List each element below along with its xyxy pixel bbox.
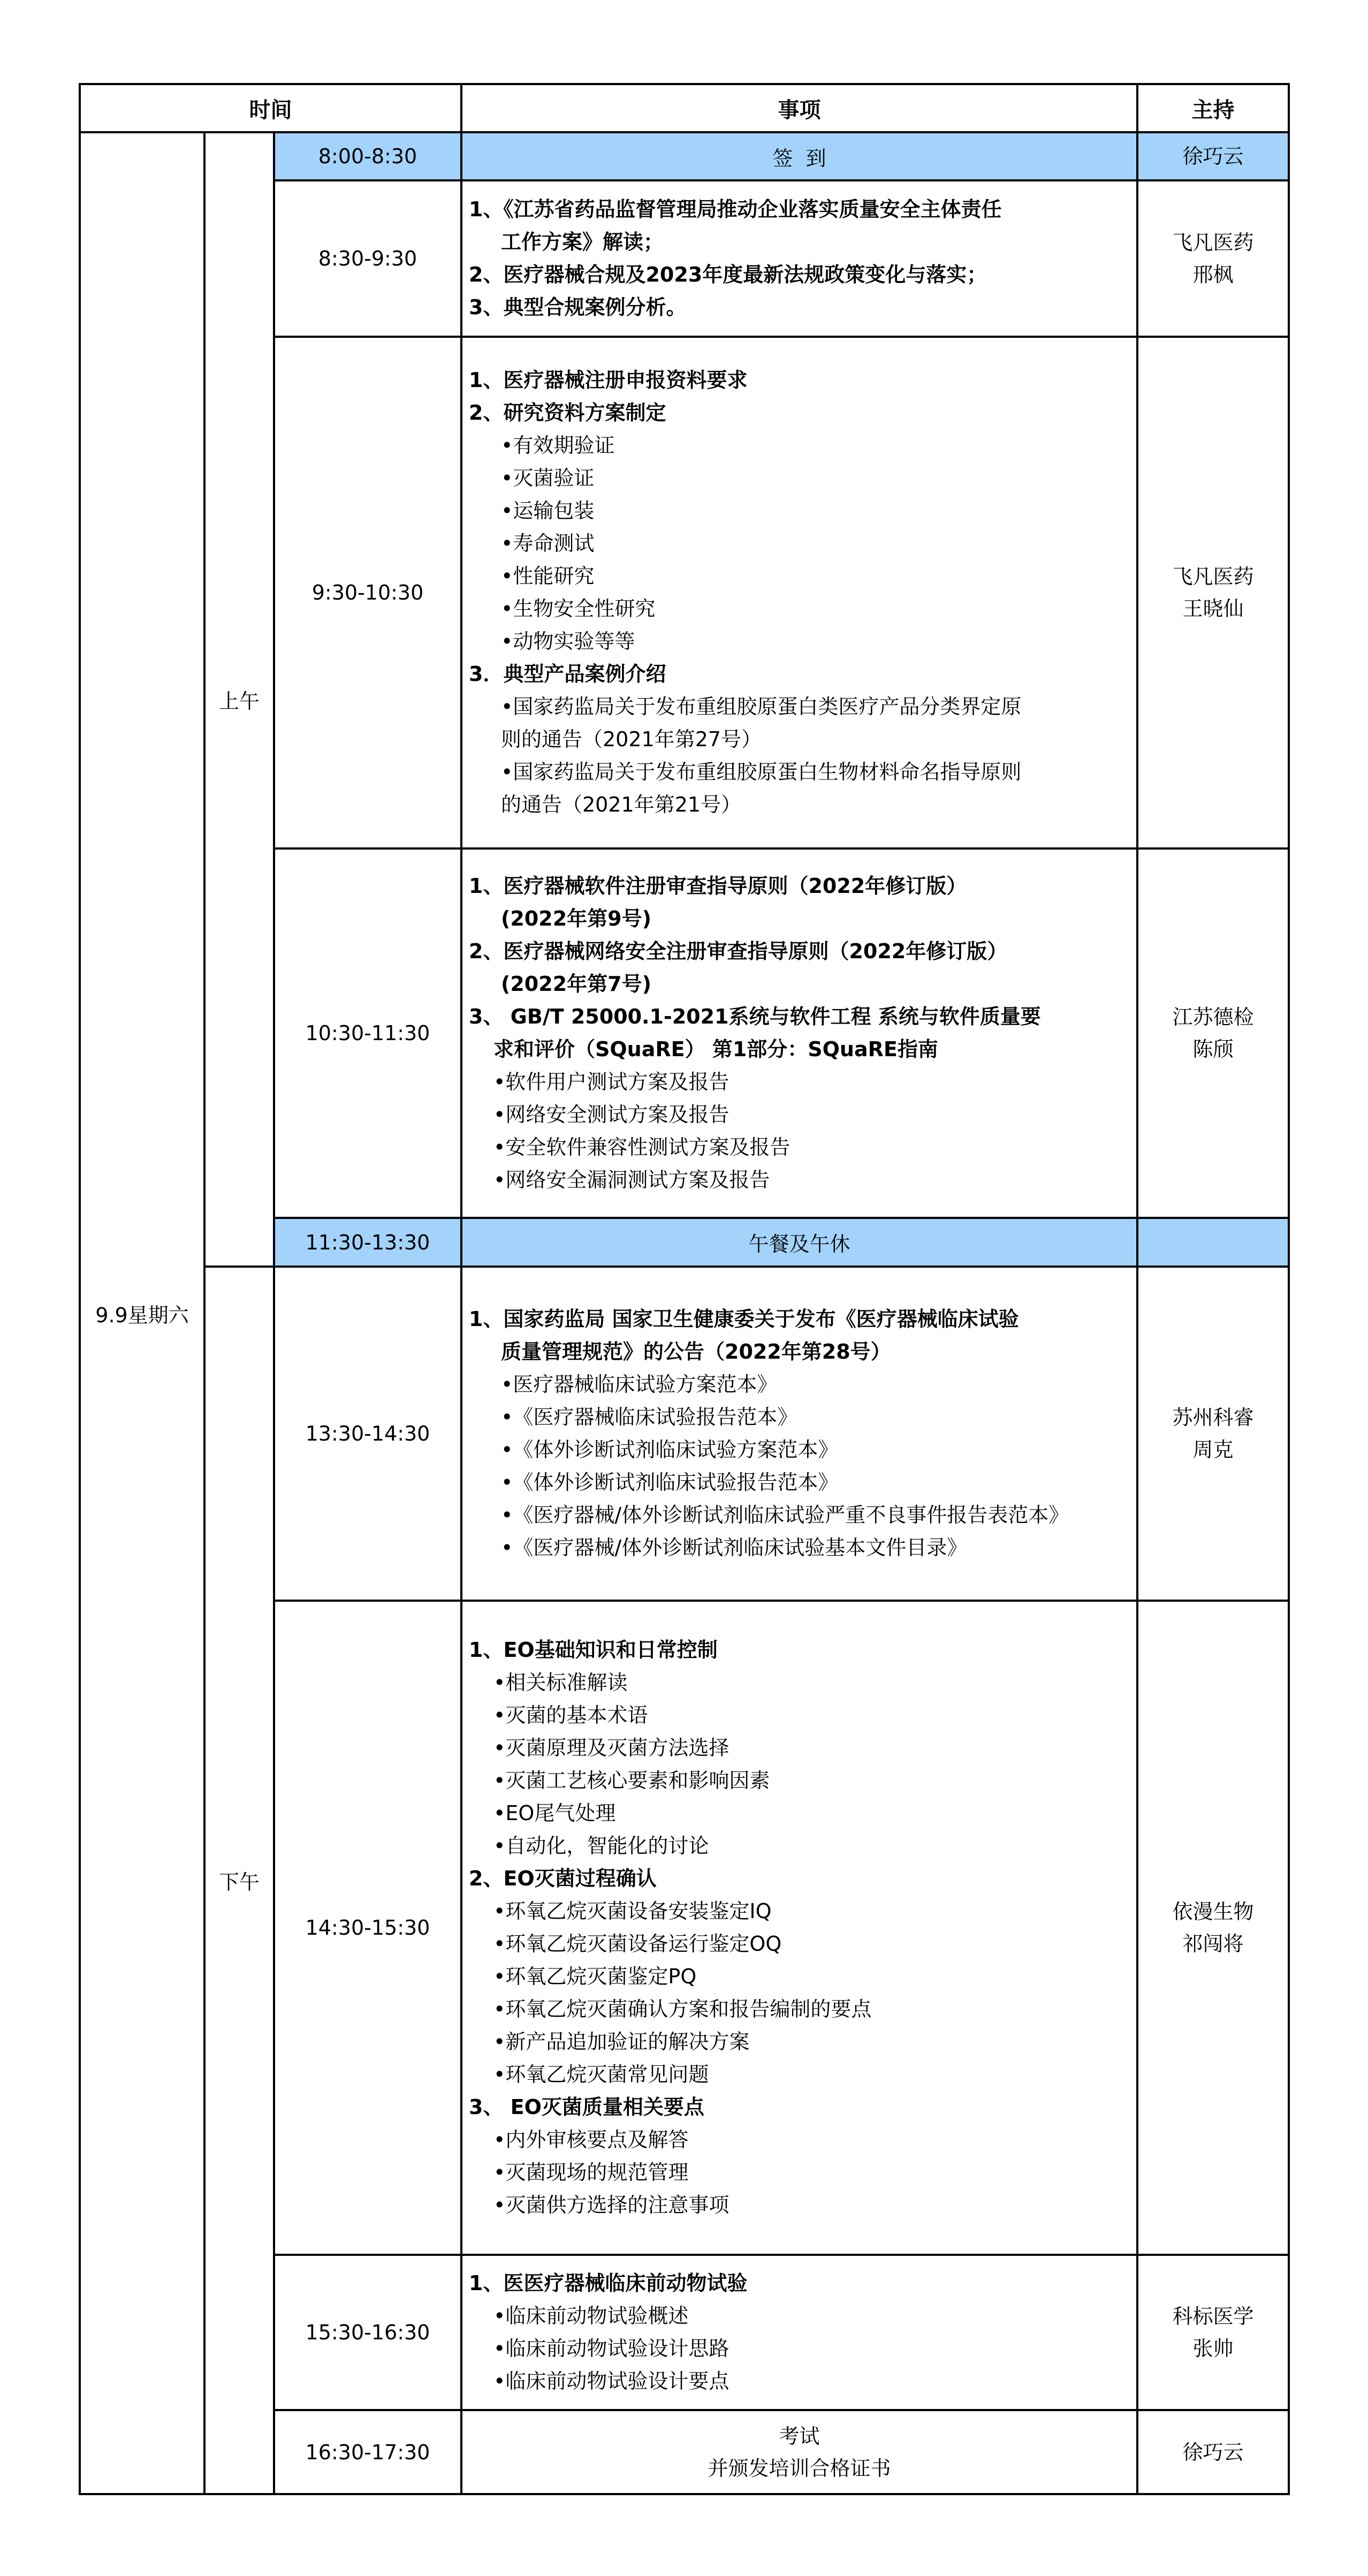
agenda-line: •寿命测试 <box>501 532 595 555</box>
agenda-line: 3、 GB/T 25000.1-2021系统与软件工程 系统与软件质量要 <box>469 1005 1041 1028</box>
date-cell: 9.9星期六 <box>80 132 204 2494</box>
agenda-line: •网络安全测试方案及报告 <box>493 1103 729 1126</box>
agenda-line: 1、医医疗器械临床前动物试验 <box>469 2271 748 2295</box>
host-cell <box>1137 2410 1289 2494</box>
agenda-line: •有效期验证 <box>501 434 615 457</box>
time-cell: 9:30-10:30 <box>274 337 461 848</box>
host-name: 王晓仙 <box>1182 597 1244 620</box>
host-org: 江苏德检 <box>1172 1005 1254 1029</box>
agenda-line: 2、医疗器械合规及2023年度最新法规政策变化与落实； <box>469 263 987 286</box>
schedule-row <box>80 132 1289 180</box>
agenda-line: 3．典型产品案例介绍 <box>469 662 666 686</box>
host-name: 邢枫 <box>1192 263 1234 286</box>
host-name: 周克 <box>1192 1438 1234 1461</box>
header-time: 时间 <box>80 84 461 132</box>
agenda-line: 2、EO灭菌过程确认 <box>469 1867 657 1890</box>
host-name: 张帅 <box>1192 2337 1234 2360</box>
item-cell <box>461 1601 1137 2255</box>
agenda-line: •内外审核要点及解答 <box>493 2128 689 2151</box>
time-cell: 15:30-16:30 <box>274 2255 461 2410</box>
agenda-line: 的通告（2021年第21号） <box>501 793 742 816</box>
item-cell <box>461 1267 1137 1601</box>
host-name: 徐巧云 <box>1182 2440 1244 2464</box>
certificate-label: 并颁发培训合格证书 <box>708 2456 891 2480</box>
agenda-line: •新产品追加验证的解决方案 <box>493 2030 750 2054</box>
agenda-line: •灭菌原理及灭菌方法选择 <box>493 1736 729 1760</box>
host-cell <box>1137 132 1289 180</box>
period-morning: 上午 <box>204 132 274 1267</box>
period-afternoon: 下午 <box>204 1267 274 2494</box>
agenda-line: 2、医疗器械网络安全注册审查指导原则（2022年修订版） <box>469 940 1008 963</box>
item-cell <box>461 2255 1137 2410</box>
agenda-line: •环氧乙烷灭菌设备运行鉴定OQ <box>493 1932 782 1956</box>
agenda-line: •自动化，智能化的讨论 <box>493 1834 709 1858</box>
host-name: 祁闯将 <box>1182 1932 1244 1956</box>
item-cell <box>461 2410 1137 2494</box>
host-cell <box>1137 1218 1289 1267</box>
agenda-line: 1、《江苏省药品监督管理局推动企业落实质量安全主体责任 <box>469 198 1002 221</box>
host-cell <box>1137 1601 1289 2255</box>
item-cell <box>461 848 1137 1218</box>
agenda-line: •动物实验等等 <box>501 630 635 653</box>
host-cell <box>1137 180 1289 337</box>
agenda-line: 则的通告（2021年第27号） <box>501 728 762 751</box>
time-cell: 8:30-9:30 <box>274 180 461 337</box>
agenda-line: •国家药监局关于发布重组胶原蛋白类医疗产品分类界定原 <box>501 695 1022 718</box>
agenda-line: •临床前动物试验概述 <box>493 2304 689 2328</box>
agenda-line: •医疗器械临床试验方案范本》 <box>501 1373 778 1396</box>
agenda-line: •相关标准解读 <box>493 1671 628 1694</box>
agenda-line: •灭菌现场的规范管理 <box>493 2161 689 2184</box>
agenda-line: 质量管理规范》的公告（2022年第28号） <box>501 1340 891 1363</box>
agenda-line: 1、EO基础知识和日常控制 <box>469 1638 718 1662</box>
host-org: 依漫生物 <box>1172 1900 1254 1923</box>
host-cell <box>1137 337 1289 848</box>
time-cell: 14:30-15:30 <box>274 1601 461 2255</box>
agenda-line: 1、医疗器械注册申报资料要求 <box>469 368 748 392</box>
item-cell: 午餐及午休 <box>461 1218 1137 1267</box>
agenda-line: 3、典型合规案例分析。 <box>469 296 687 319</box>
host-org: 苏州科睿 <box>1172 1406 1254 1429</box>
agenda-line: 1、国家药监局 国家卫生健康委关于发布《医疗器械临床试验 <box>469 1307 1019 1331</box>
item-cell: 签 到 <box>461 132 1137 180</box>
agenda-line: •网络安全漏洞测试方案及报告 <box>493 1168 770 1192</box>
host-cell <box>1137 848 1289 1218</box>
agenda-line: •临床前动物试验设计思路 <box>493 2337 729 2360</box>
header-row <box>80 84 1289 132</box>
header-host: 主持 <box>1137 84 1289 132</box>
host-name: 徐巧云 <box>1182 145 1244 168</box>
agenda-line: 2、研究资料方案制定 <box>469 401 666 425</box>
agenda-line: •灭菌工艺核心要素和影响因素 <box>493 1769 770 1792</box>
agenda-line: •环氧乙烷灭菌常见问题 <box>493 2063 709 2086</box>
host-cell <box>1137 1267 1289 1601</box>
agenda-line: •临床前动物试验设计要点 <box>493 2369 729 2393</box>
agenda-line: •灭菌供方选择的注意事项 <box>493 2193 729 2217</box>
time-cell: 11:30-13:30 <box>274 1218 461 1267</box>
agenda-line: •灭菌验证 <box>501 466 595 490</box>
agenda-line: •灭菌的基本术语 <box>493 1703 648 1727</box>
item-cell <box>461 337 1137 848</box>
agenda-line: 3、 EO灭菌质量相关要点 <box>469 2095 704 2119</box>
agenda-line: •安全软件兼容性测试方案及报告 <box>493 1135 791 1159</box>
header-item: 事项 <box>461 84 1137 132</box>
agenda-line: •软件用户测试方案及报告 <box>493 1070 729 1094</box>
agenda-line: 1、医疗器械软件注册审查指导原则（2022年修订版） <box>469 874 967 898</box>
time-cell: 8:00-8:30 <box>274 132 461 180</box>
agenda-line: •环氧乙烷灭菌确认方案和报告编制的要点 <box>493 1997 872 2021</box>
time-cell: 13:30-14:30 <box>274 1267 461 1601</box>
agenda-line: •《体外诊断试剂临床试验报告范本》 <box>501 1471 839 1494</box>
agenda-line: 工作方案》解读； <box>501 230 664 254</box>
time-cell: 10:30-11:30 <box>274 848 461 1218</box>
agenda-line: •性能研究 <box>501 564 595 588</box>
agenda-line: •《体外诊断试剂临床试验方案范本》 <box>501 1438 839 1461</box>
time-cell: 16:30-17:30 <box>274 2410 461 2494</box>
agenda-line: •EO尾气处理 <box>493 1801 616 1825</box>
host-org: 飞凡医药 <box>1172 565 1254 588</box>
agenda-line: 求和评价（SQuaRE） 第1部分：SQuaRE指南 <box>493 1037 938 1061</box>
item-cell <box>461 180 1137 337</box>
host-org: 飞凡医药 <box>1172 231 1254 254</box>
agenda-line: (2022年第9号) <box>501 907 651 930</box>
exam-label: 考试 <box>779 2424 820 2448</box>
agenda-line: •运输包装 <box>501 499 595 522</box>
agenda-line: •环氧乙烷灭菌鉴定PQ <box>493 1965 697 1988</box>
agenda-line: •环氧乙烷灭菌设备安装鉴定IQ <box>493 1899 772 1923</box>
host-cell <box>1137 2255 1289 2410</box>
host-org: 科标医学 <box>1172 2305 1254 2328</box>
agenda-line: •《医疗器械/体外诊断试剂临床试验严重不良事件报告表范本》 <box>501 1503 1069 1527</box>
training-agenda-table <box>79 83 1290 2495</box>
host-name: 陈颀 <box>1192 1037 1234 1061</box>
agenda-line: •《医疗器械/体外诊断试剂临床试验基本文件目录》 <box>501 1536 968 1559</box>
agenda-line: •生物安全性研究 <box>501 597 656 620</box>
agenda-line: •国家药监局关于发布重组胶原蛋白生物材料命名指导原则 <box>501 760 1022 784</box>
agenda-line: (2022年第7号) <box>501 972 651 996</box>
schedule-row <box>80 1267 1289 1601</box>
agenda-line: •《医疗器械临床试验报告范本》 <box>501 1405 798 1429</box>
